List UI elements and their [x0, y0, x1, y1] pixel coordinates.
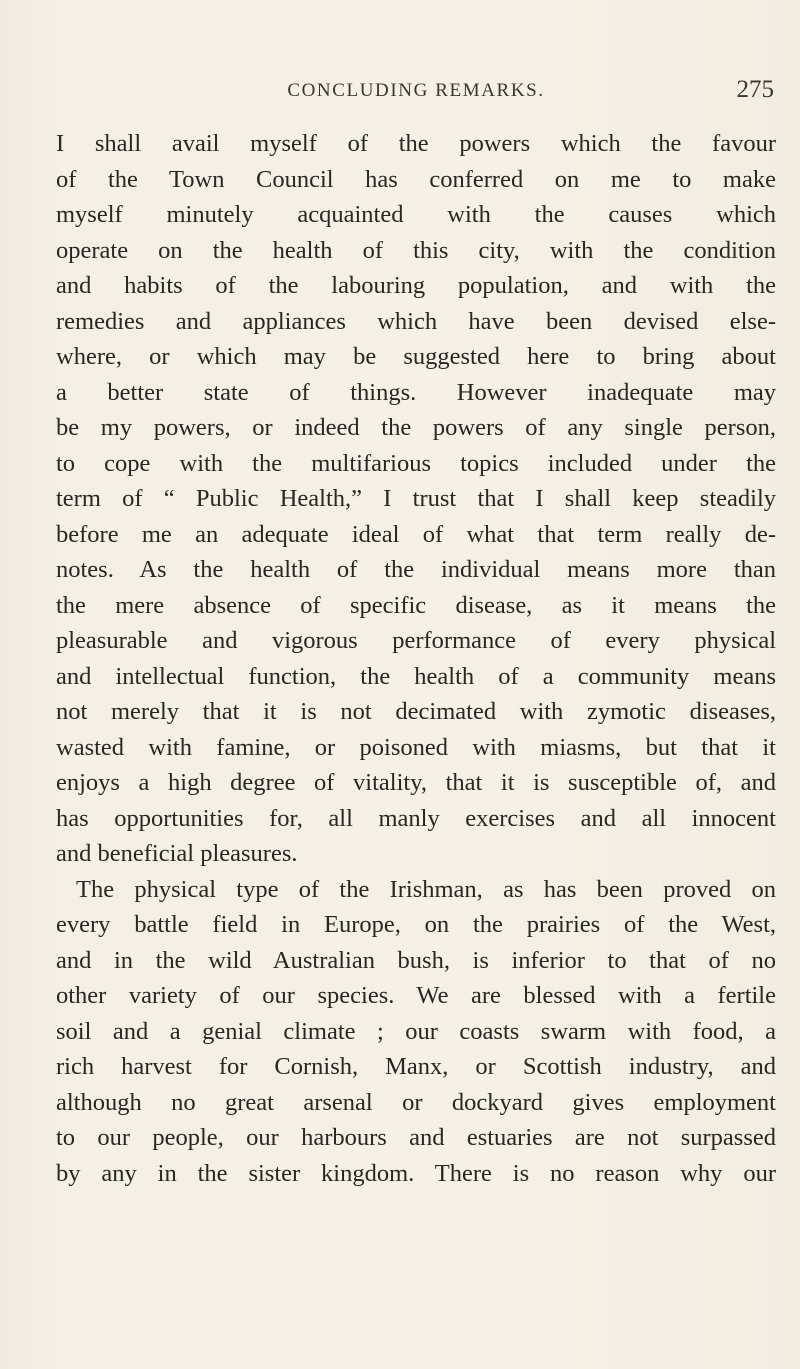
text-line: and in the wild Australian bush, is inferior to that of no: [56, 946, 776, 974]
text-line: before me an adequate ideal of what that term really de-: [56, 520, 776, 548]
running-head: [56, 76, 776, 108]
body-text: [56, 126, 776, 1191]
text-line: where, or which may be suggested here to bring about: [56, 343, 776, 370]
text-line: and habits of the labouring population, and with the: [56, 272, 776, 299]
text-line: although no great arsenal or dockyard gives employment: [56, 1088, 776, 1116]
text-line: rich harvest for Cornish, Manx, or Scottish industry, and: [56, 1053, 776, 1080]
text-line: wasted with famine, or poisoned with miasms, but that it: [56, 733, 776, 761]
text-line: soil and a genial climate ; our coasts swarm with food, a: [56, 1017, 776, 1045]
text-line: the mere absence of specific disease, as it means the: [56, 591, 776, 619]
text-line: and beneficial pleasures.: [56, 840, 298, 867]
text-line: remedies and appliances which have been devised else-: [56, 307, 776, 335]
text-line: has opportunities for, all manly exercises and all innocent: [56, 804, 776, 832]
text-line: term of “ Public Health,” I trust that I shall keep steadily: [56, 485, 776, 512]
paragraph-1: [56, 126, 776, 872]
text-line: a better state of things. However inadequate may: [56, 378, 776, 406]
text-line: other variety of our species. We are blessed with a fertile: [56, 982, 776, 1009]
text-line: enjoys a high degree of vitality, that it is susceptible of, and: [56, 769, 776, 796]
page-number: 275: [736, 76, 774, 103]
text-line: of the Town Council has conferred on me to make: [56, 165, 776, 193]
text-line: notes. As the health of the individual means more than: [56, 556, 776, 583]
text-line: by any in the sister kingdom. There is no reason why our: [56, 1159, 776, 1187]
text-line: and intellectual function, the health of a community means: [56, 662, 776, 690]
text-line: to cope with the multifarious topics included under the: [56, 449, 776, 477]
text-line: operate on the health of this city, with the condition: [56, 236, 776, 264]
running-title: CONCLUDING REMARKS.: [287, 80, 545, 101]
paragraph-2: [56, 872, 776, 1192]
text-line: not merely that it is not decimated with zymotic diseases,: [56, 698, 776, 725]
text-line: pleasurable and vigorous performance of every physical: [56, 627, 776, 654]
text-line: myself minutely acquainted with the causes which: [56, 201, 776, 228]
text-line: The physical type of the Irishman, as has been proved on: [76, 875, 776, 903]
text-line: to our people, our harbours and estuaries are not surpassed: [56, 1124, 776, 1151]
text-line: I shall avail myself of the powers which the favour: [56, 130, 776, 157]
text-line: every battle field in Europe, on the prairies of the West,: [56, 911, 776, 938]
text-line: be my powers, or indeed the powers of any single person,: [56, 414, 776, 441]
